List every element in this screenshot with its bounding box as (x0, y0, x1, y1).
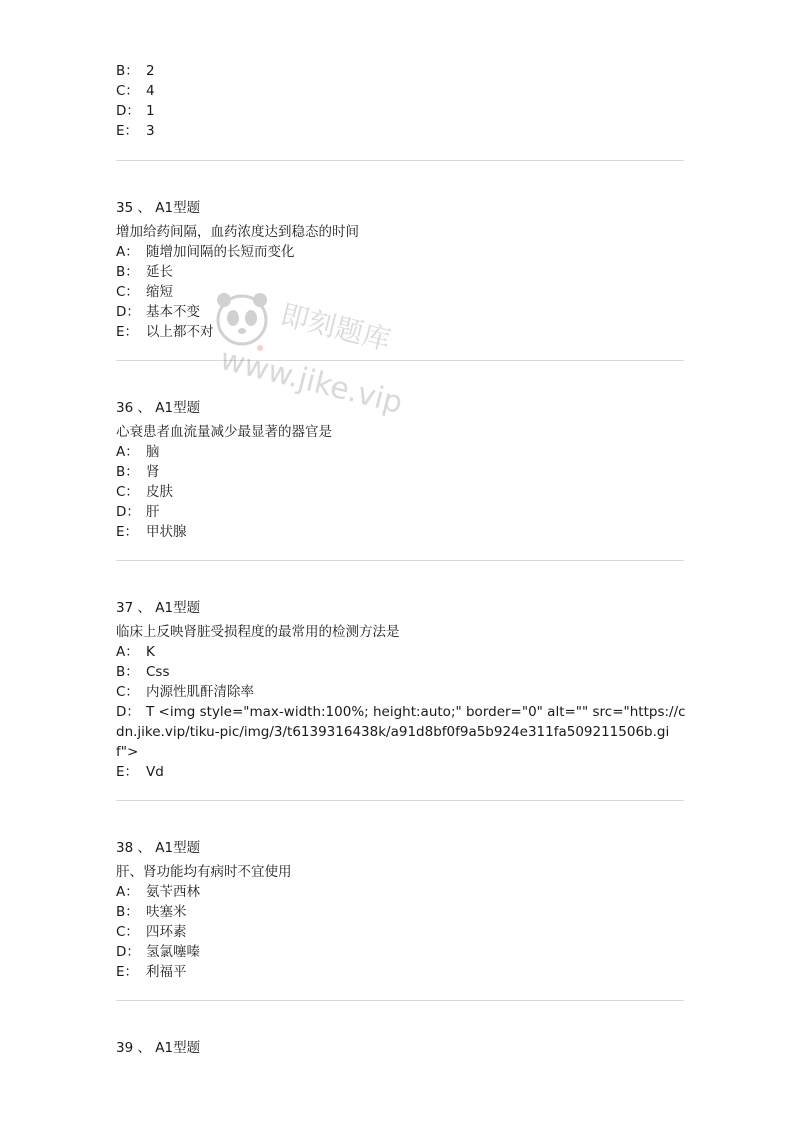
divider (116, 1000, 684, 1001)
prev-option-c: C： 4 (116, 83, 155, 99)
option-b: B： Css (116, 664, 170, 680)
watermark (212, 288, 422, 428)
option-a: A： 脑 (116, 444, 160, 460)
question-stem: 肝、肾功能均有病时不宜使用 (116, 864, 292, 880)
option-e: E： 以上都不对 (116, 324, 214, 340)
divider (116, 360, 684, 361)
divider (116, 560, 684, 561)
option-c: C： 皮肤 (116, 484, 173, 500)
option-b: B： 呋塞米 (116, 904, 187, 920)
prev-option-e: E： 3 (116, 123, 155, 139)
option-c: C： 四环素 (116, 924, 187, 940)
panda-logo-icon (212, 288, 272, 358)
question-header: 39 、 A1型题 (116, 1040, 201, 1056)
question-stem: 增加给药间隔，血药浓度达到稳态的时间 (116, 224, 359, 240)
divider (116, 800, 684, 801)
prev-option-b: B： 2 (116, 63, 155, 79)
question-header: 35 、 A1型题 (116, 200, 201, 216)
question-stem: 临床上反映肾脏受损程度的最常用的检测方法是 (116, 624, 400, 640)
option-e: E： 甲状腺 (116, 524, 187, 540)
watermark-url: www.jike.vip (216, 341, 406, 422)
option-a: A： K (116, 644, 155, 660)
option-d: D： 基本不变 (116, 304, 200, 320)
prev-option-d: D： 1 (116, 103, 155, 119)
option-a: A： 随增加间隔的长短而变化 (116, 244, 295, 260)
option-c: C： 内源性肌酐清除率 (116, 684, 254, 700)
option-b: B： 延长 (116, 264, 173, 280)
question-stem: 心衰患者血流量减少最显著的器官是 (116, 424, 332, 440)
option-e: E： Vd (116, 764, 164, 780)
question-header: 36 、 A1型题 (116, 400, 201, 416)
option-d: D： T <img style="max-width:100%; height:auto;" border="0" alt="" src="https://cdn.jike.vip/tiku-pic/img/3/t6139316438k/a91d8bf0f9a5b924e311fa509211506b.gif"> (116, 704, 686, 760)
option-e: E： 利福平 (116, 964, 187, 980)
option-b: B： 肾 (116, 464, 160, 480)
option-c: C： 缩短 (116, 284, 173, 300)
question-header: 37 、 A1型题 (116, 600, 201, 616)
watermark-brand: 即刻题库 (277, 297, 394, 358)
divider (116, 160, 684, 161)
option-d: D： 氢氯噻嗪 (116, 944, 200, 960)
question-header: 38 、 A1型题 (116, 840, 201, 856)
option-d: D： 肝 (116, 504, 160, 520)
option-a: A： 氨苄西林 (116, 884, 200, 900)
